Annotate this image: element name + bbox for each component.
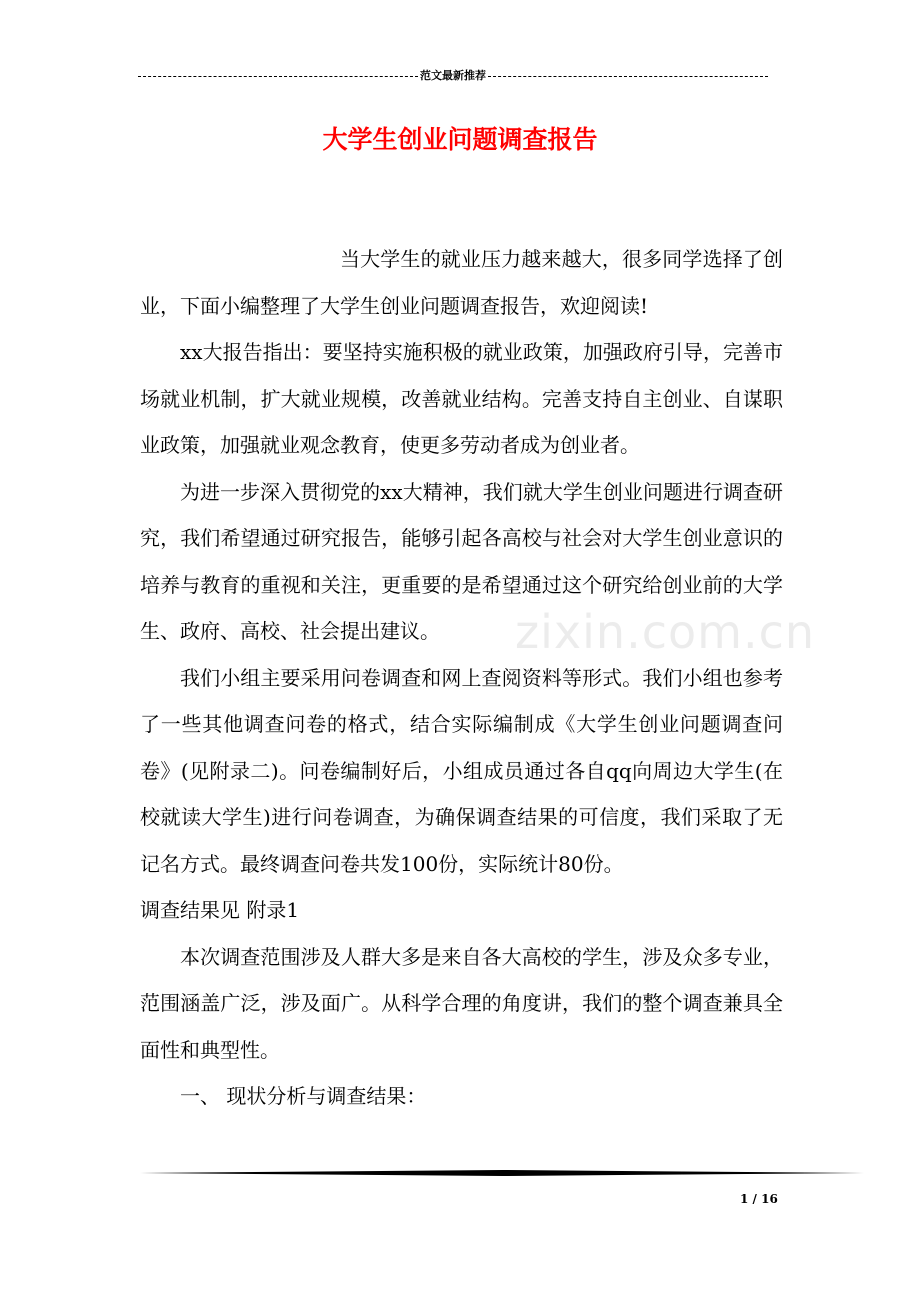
footer-rule (140, 1170, 864, 1176)
paragraph-scope: 本次调查范围涉及人群大多是来自各大高校的学生，涉及众多专业，范围涵盖广泛，涉及面广。从科学合理的角度讲，我们的整个调查兼具全面性和典型性。 (140, 944, 783, 1062)
header-dash-right (488, 76, 768, 77)
paragraph-intro: 当大学生的就业压力越来越大，很多同学选择了创业，下面小编整理了大学生创业问题调查报告，欢迎阅读! (140, 247, 783, 318)
header-banner (138, 66, 768, 86)
paragraph-method: 我们小组主要采用问卷调查和网上查阅资料等形式。我们小组也参考了一些其他调查问卷的格式，结合实际编制成《大学生创业问题调查问卷》(见附录二)。问卷编制好后，小组成员通过各自qq向周边大学生(在校就读大学生)进行问卷调查，为确保调查结果的可信度，我们采取了无记名方式。最终调查问卷共发100份，实际统计80份。 (140, 665, 783, 876)
section-heading-1: 一、 现状分析与调查结果： (180, 1084, 427, 1108)
header-dash-left (138, 76, 418, 77)
watermark: zixin.com.cn (515, 605, 816, 659)
paragraph-purpose: 为进一步深入贯彻党的xx大精神，我们就大学生创业问题进行调查研究，我们希望通过研究报告，能够引起各高校与社会对大学生创业意识的培养与教育的重视和关注，更重要的是希望通过这个研究给创业前的大学生、政府、高校、社会提出建议。 (140, 479, 783, 643)
header-label: 范文最新推荐 (420, 69, 486, 82)
document-body (140, 236, 783, 1120)
paragraph-policy: xx大报告指出：要坚持实施积极的就业政策，加强政府引导，完善市场就业机制，扩大就业规模，改善就业结构。完善支持自主创业、自谋职业政策，加强就业观念教育，使更多劳动者成为创业者。 (140, 340, 783, 457)
document-title: 大学生创业问题调查报告 (322, 125, 598, 154)
page-number: 1 / 16 (740, 1192, 778, 1206)
paragraph-appendix-ref: 调查结果见 附录1 (140, 898, 300, 922)
